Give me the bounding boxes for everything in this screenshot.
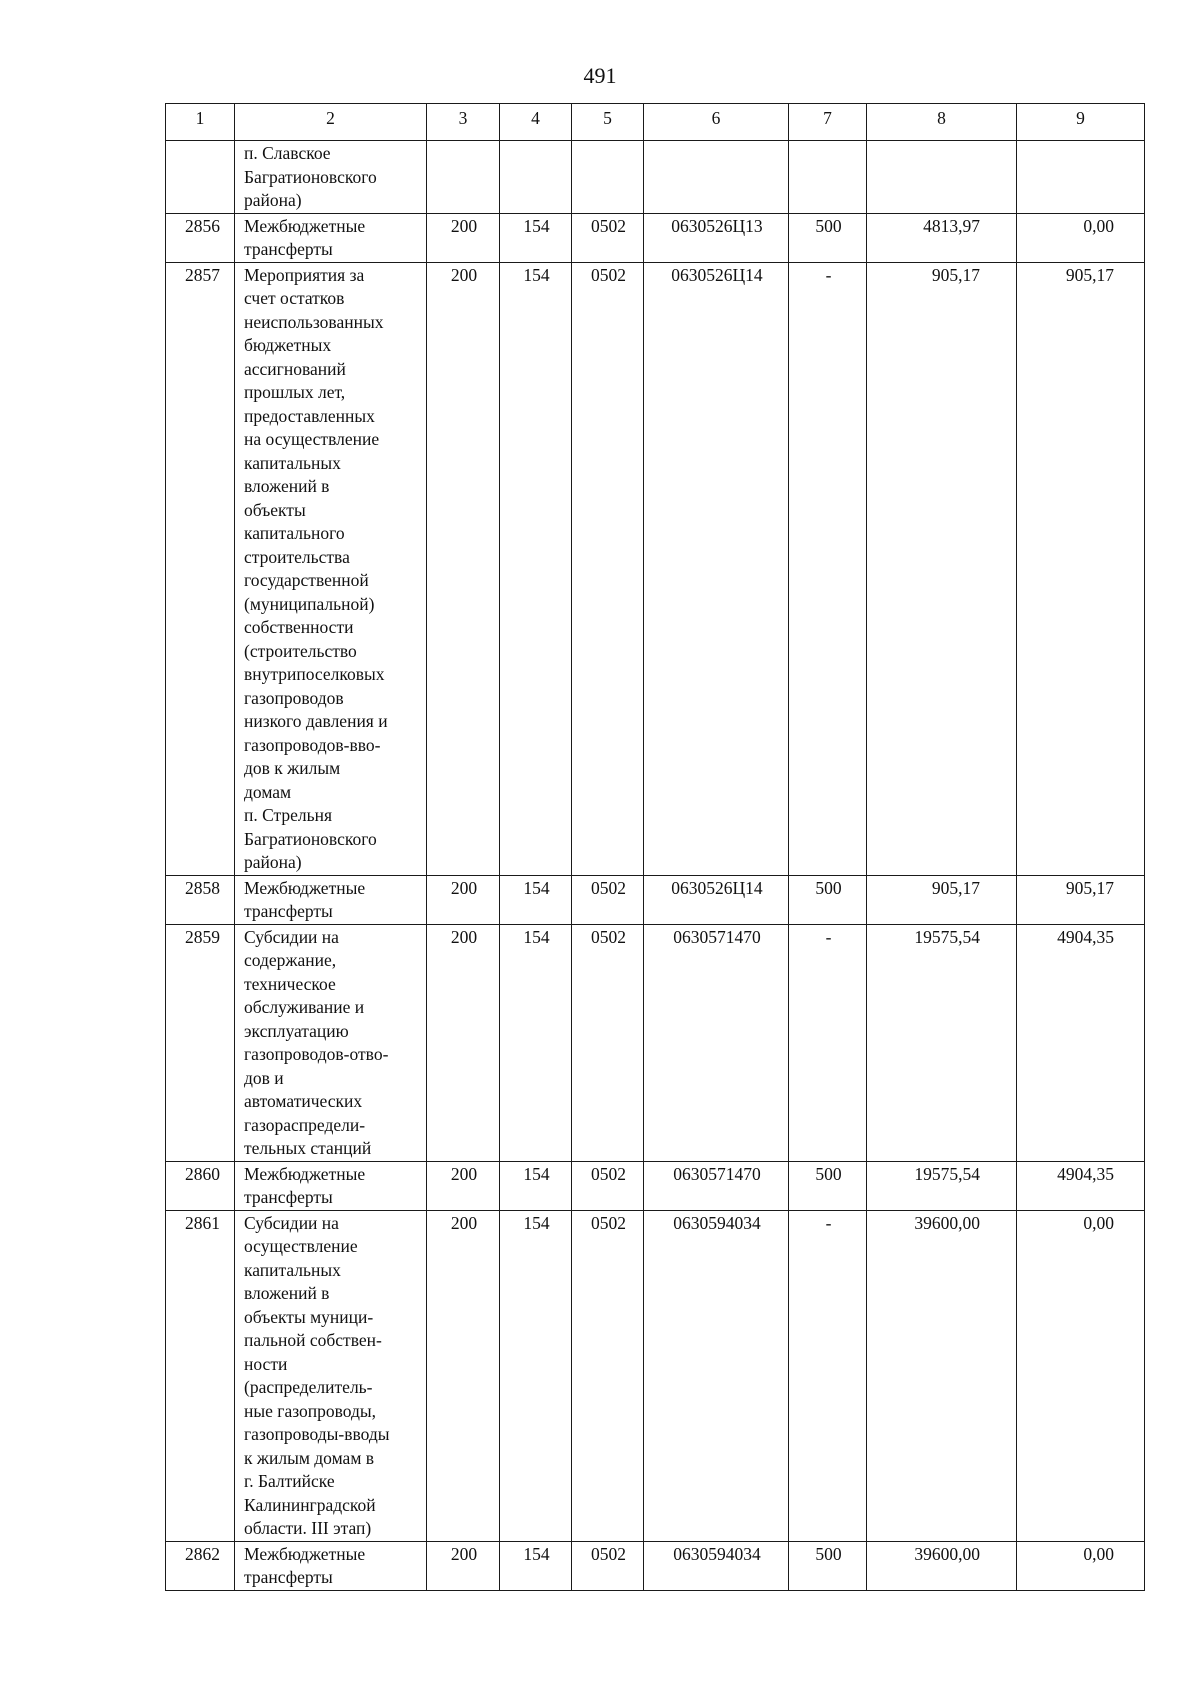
row-col9: 905,17	[1017, 262, 1145, 875]
row-col5: 0502	[572, 1161, 644, 1210]
column-header: 3	[427, 104, 500, 141]
row-col6: 0630526Ц14	[644, 875, 789, 924]
row-col6	[644, 141, 789, 214]
row-number: 2859	[166, 924, 235, 1161]
row-col5: 0502	[572, 262, 644, 875]
table-row	[166, 1210, 1145, 1541]
row-col5: 0502	[572, 213, 644, 262]
row-col3: 200	[427, 1161, 500, 1210]
row-col6: 0630526Ц14	[644, 262, 789, 875]
row-col7: -	[789, 924, 867, 1161]
row-col8: 905,17	[867, 262, 1017, 875]
row-number: 2857	[166, 262, 235, 875]
table-body	[166, 141, 1145, 1591]
row-col4: 154	[500, 875, 572, 924]
row-col9: 0,00	[1017, 213, 1145, 262]
row-name: п. Славское Багратионовского района)	[235, 141, 427, 214]
row-col8: 39600,00	[867, 1210, 1017, 1541]
row-col5: 0502	[572, 875, 644, 924]
row-col4: 154	[500, 1210, 572, 1541]
row-col7: -	[789, 1210, 867, 1541]
row-col3	[427, 141, 500, 214]
row-col4: 154	[500, 1541, 572, 1590]
column-header: 7	[789, 104, 867, 141]
row-col6: 0630571470	[644, 924, 789, 1161]
row-col8	[867, 141, 1017, 214]
page-number: 491	[583, 63, 617, 88]
row-name: Мероприятия за счет остатков неиспользованных бюджетных ассигнований прошлых лет, предоставленных на осуществление капитальных вложений в объекты капитального строительства государственной (муниципальной) собственности (строительство внутрипоселковых газопроводов низкого давления и газопроводов-вво- дов к жилым домам п. Стрельня Багратионовского района)	[235, 262, 427, 875]
table-row	[166, 262, 1145, 875]
column-header: 5	[572, 104, 644, 141]
row-col7: -	[789, 262, 867, 875]
row-col5: 0502	[572, 924, 644, 1161]
table-row	[166, 924, 1145, 1161]
header-row	[166, 104, 1145, 141]
row-col4: 154	[500, 1161, 572, 1210]
table-row	[166, 1541, 1145, 1590]
column-header: 1	[166, 104, 235, 141]
row-col7	[789, 141, 867, 214]
row-number: 2856	[166, 213, 235, 262]
row-col4	[500, 141, 572, 214]
row-col4: 154	[500, 213, 572, 262]
row-number: 2862	[166, 1541, 235, 1590]
row-name: Субсидии на содержание, техническое обслуживание и эксплуатацию газопроводов-отво- дов и автоматических газораспредели- тельных станций	[235, 924, 427, 1161]
row-col8: 19575,54	[867, 924, 1017, 1161]
row-number	[166, 141, 235, 214]
column-header: 4	[500, 104, 572, 141]
row-number: 2858	[166, 875, 235, 924]
column-header: 8	[867, 104, 1017, 141]
row-col4: 154	[500, 262, 572, 875]
row-col8: 905,17	[867, 875, 1017, 924]
table-row	[166, 141, 1145, 214]
row-col6: 0630594034	[644, 1210, 789, 1541]
row-col3: 200	[427, 1210, 500, 1541]
row-col9: 4904,35	[1017, 1161, 1145, 1210]
table-row	[166, 875, 1145, 924]
row-name: Межбюджетные трансферты	[235, 1161, 427, 1210]
row-col7: 500	[789, 1541, 867, 1590]
budget-table	[165, 103, 1145, 1591]
table-row	[166, 213, 1145, 262]
column-header: 6	[644, 104, 789, 141]
table-row	[166, 1161, 1145, 1210]
row-col9	[1017, 141, 1145, 214]
row-number: 2861	[166, 1210, 235, 1541]
row-col7: 500	[789, 1161, 867, 1210]
row-col3: 200	[427, 213, 500, 262]
row-col6: 0630571470	[644, 1161, 789, 1210]
row-col4: 154	[500, 924, 572, 1161]
row-col7: 500	[789, 875, 867, 924]
row-col9: 0,00	[1017, 1210, 1145, 1541]
column-header: 9	[1017, 104, 1145, 141]
row-col3: 200	[427, 1541, 500, 1590]
row-col8: 19575,54	[867, 1161, 1017, 1210]
row-col8: 39600,00	[867, 1541, 1017, 1590]
row-col3: 200	[427, 875, 500, 924]
row-col5: 0502	[572, 1541, 644, 1590]
table-header	[166, 104, 1145, 141]
row-col3: 200	[427, 924, 500, 1161]
row-col6: 0630526Ц13	[644, 213, 789, 262]
column-header: 2	[235, 104, 427, 141]
row-col5	[572, 141, 644, 214]
row-name: Межбюджетные трансферты	[235, 213, 427, 262]
row-col9: 0,00	[1017, 1541, 1145, 1590]
row-col5: 0502	[572, 1210, 644, 1541]
row-col9: 905,17	[1017, 875, 1145, 924]
row-col8: 4813,97	[867, 213, 1017, 262]
row-col6: 0630594034	[644, 1541, 789, 1590]
row-name: Межбюджетные трансферты	[235, 875, 427, 924]
row-col3: 200	[427, 262, 500, 875]
row-col9: 4904,35	[1017, 924, 1145, 1161]
row-number: 2860	[166, 1161, 235, 1210]
row-name: Субсидии на осуществление капитальных вложений в объекты муници- пальной собствен- ности (распределитель- ные газопроводы, газопроводы-вводы к жилым домам в г. Балтийске Калининградской области. III этап)	[235, 1210, 427, 1541]
row-col7: 500	[789, 213, 867, 262]
row-name: Межбюджетные трансферты	[235, 1541, 427, 1590]
